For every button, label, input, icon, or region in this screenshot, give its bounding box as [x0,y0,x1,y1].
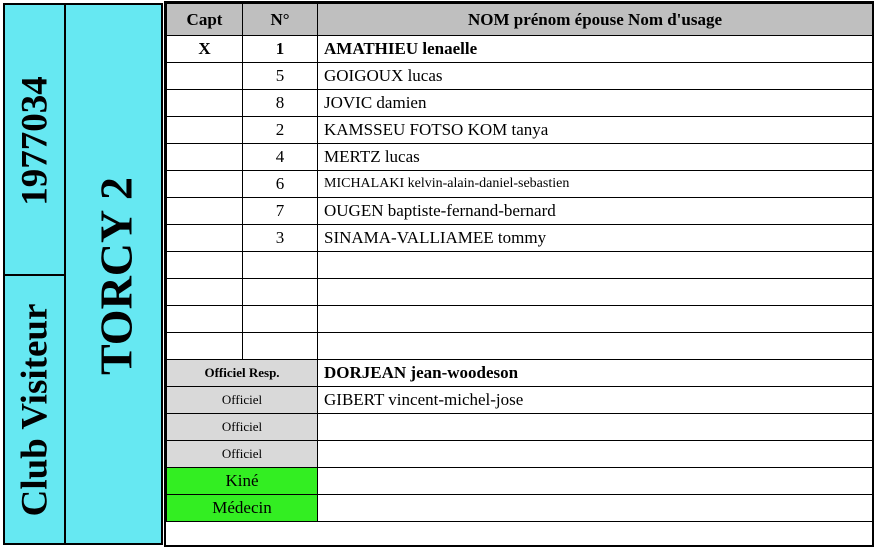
roster-table [166,3,873,522]
empty-player-row [167,333,873,360]
player-number: 6 [243,171,318,198]
team-name: TORCY 2 [90,176,142,376]
player-capt [167,90,243,117]
player-number: 4 [243,144,318,171]
empty-cell [243,333,318,360]
empty-cell [167,252,243,279]
medical-name [318,495,873,522]
official-role: Officiel [167,441,318,468]
player-capt [167,171,243,198]
empty-cell [318,333,873,360]
empty-player-row [167,306,873,333]
empty-cell [243,252,318,279]
player-row [167,225,873,252]
player-row [167,117,873,144]
player-name: SINAMA-VALLIAMEE tommy [318,225,873,252]
empty-cell [167,279,243,306]
empty-cell [318,279,873,306]
empty-cell [167,306,243,333]
player-capt [167,63,243,90]
official-name: GIBERT vincent-michel-jose [318,387,873,414]
player-capt [167,198,243,225]
official-row [167,360,873,387]
official-row [167,414,873,441]
player-row [167,36,873,63]
player-capt [167,225,243,252]
club-label: Club Visiteur [14,303,56,517]
official-role: Officiel Resp. [167,360,318,387]
club-id: 1977034 [14,76,56,206]
player-name: JOVIC damien [318,90,873,117]
medical-role: Kiné [167,468,318,495]
player-row [167,171,873,198]
empty-cell [243,306,318,333]
empty-cell [167,333,243,360]
official-role: Officiel [167,387,318,414]
empty-cell [318,252,873,279]
empty-cell [318,306,873,333]
empty-player-row [167,252,873,279]
header-name: NOM prénom épouse Nom d'usage [318,4,873,36]
header-number: N° [243,4,318,36]
player-name: KAMSSEU FOTSO KOM tanya [318,117,873,144]
player-number: 8 [243,90,318,117]
official-name [318,414,873,441]
header-capt: Capt [167,4,243,36]
player-name: MICHALAKI kelvin-alain-daniel-sebastien [318,171,873,198]
official-name: DORJEAN jean-woodeson [318,360,873,387]
official-row [167,387,873,414]
player-capt [167,144,243,171]
player-capt: X [167,36,243,63]
medical-name [318,468,873,495]
player-number: 2 [243,117,318,144]
panel-divider-vertical [64,5,66,543]
header-row [167,4,873,36]
player-number: 1 [243,36,318,63]
official-name [318,441,873,468]
player-name: AMATHIEU lenaelle [318,36,873,63]
player-name: GOIGOUX lucas [318,63,873,90]
medical-role: Médecin [167,495,318,522]
player-name: OUGEN baptiste-fernand-bernard [318,198,873,225]
player-row [167,144,873,171]
club-panel [3,3,163,545]
medical-row [167,495,873,522]
player-name: MERTZ lucas [318,144,873,171]
official-role: Officiel [167,414,318,441]
player-row [167,63,873,90]
player-capt [167,117,243,144]
player-number: 5 [243,63,318,90]
player-number: 7 [243,198,318,225]
player-row [167,90,873,117]
medical-row [167,468,873,495]
empty-cell [243,279,318,306]
player-row [167,198,873,225]
empty-player-row [167,279,873,306]
official-row [167,441,873,468]
player-number: 3 [243,225,318,252]
panel-divider-horizontal [5,274,64,276]
